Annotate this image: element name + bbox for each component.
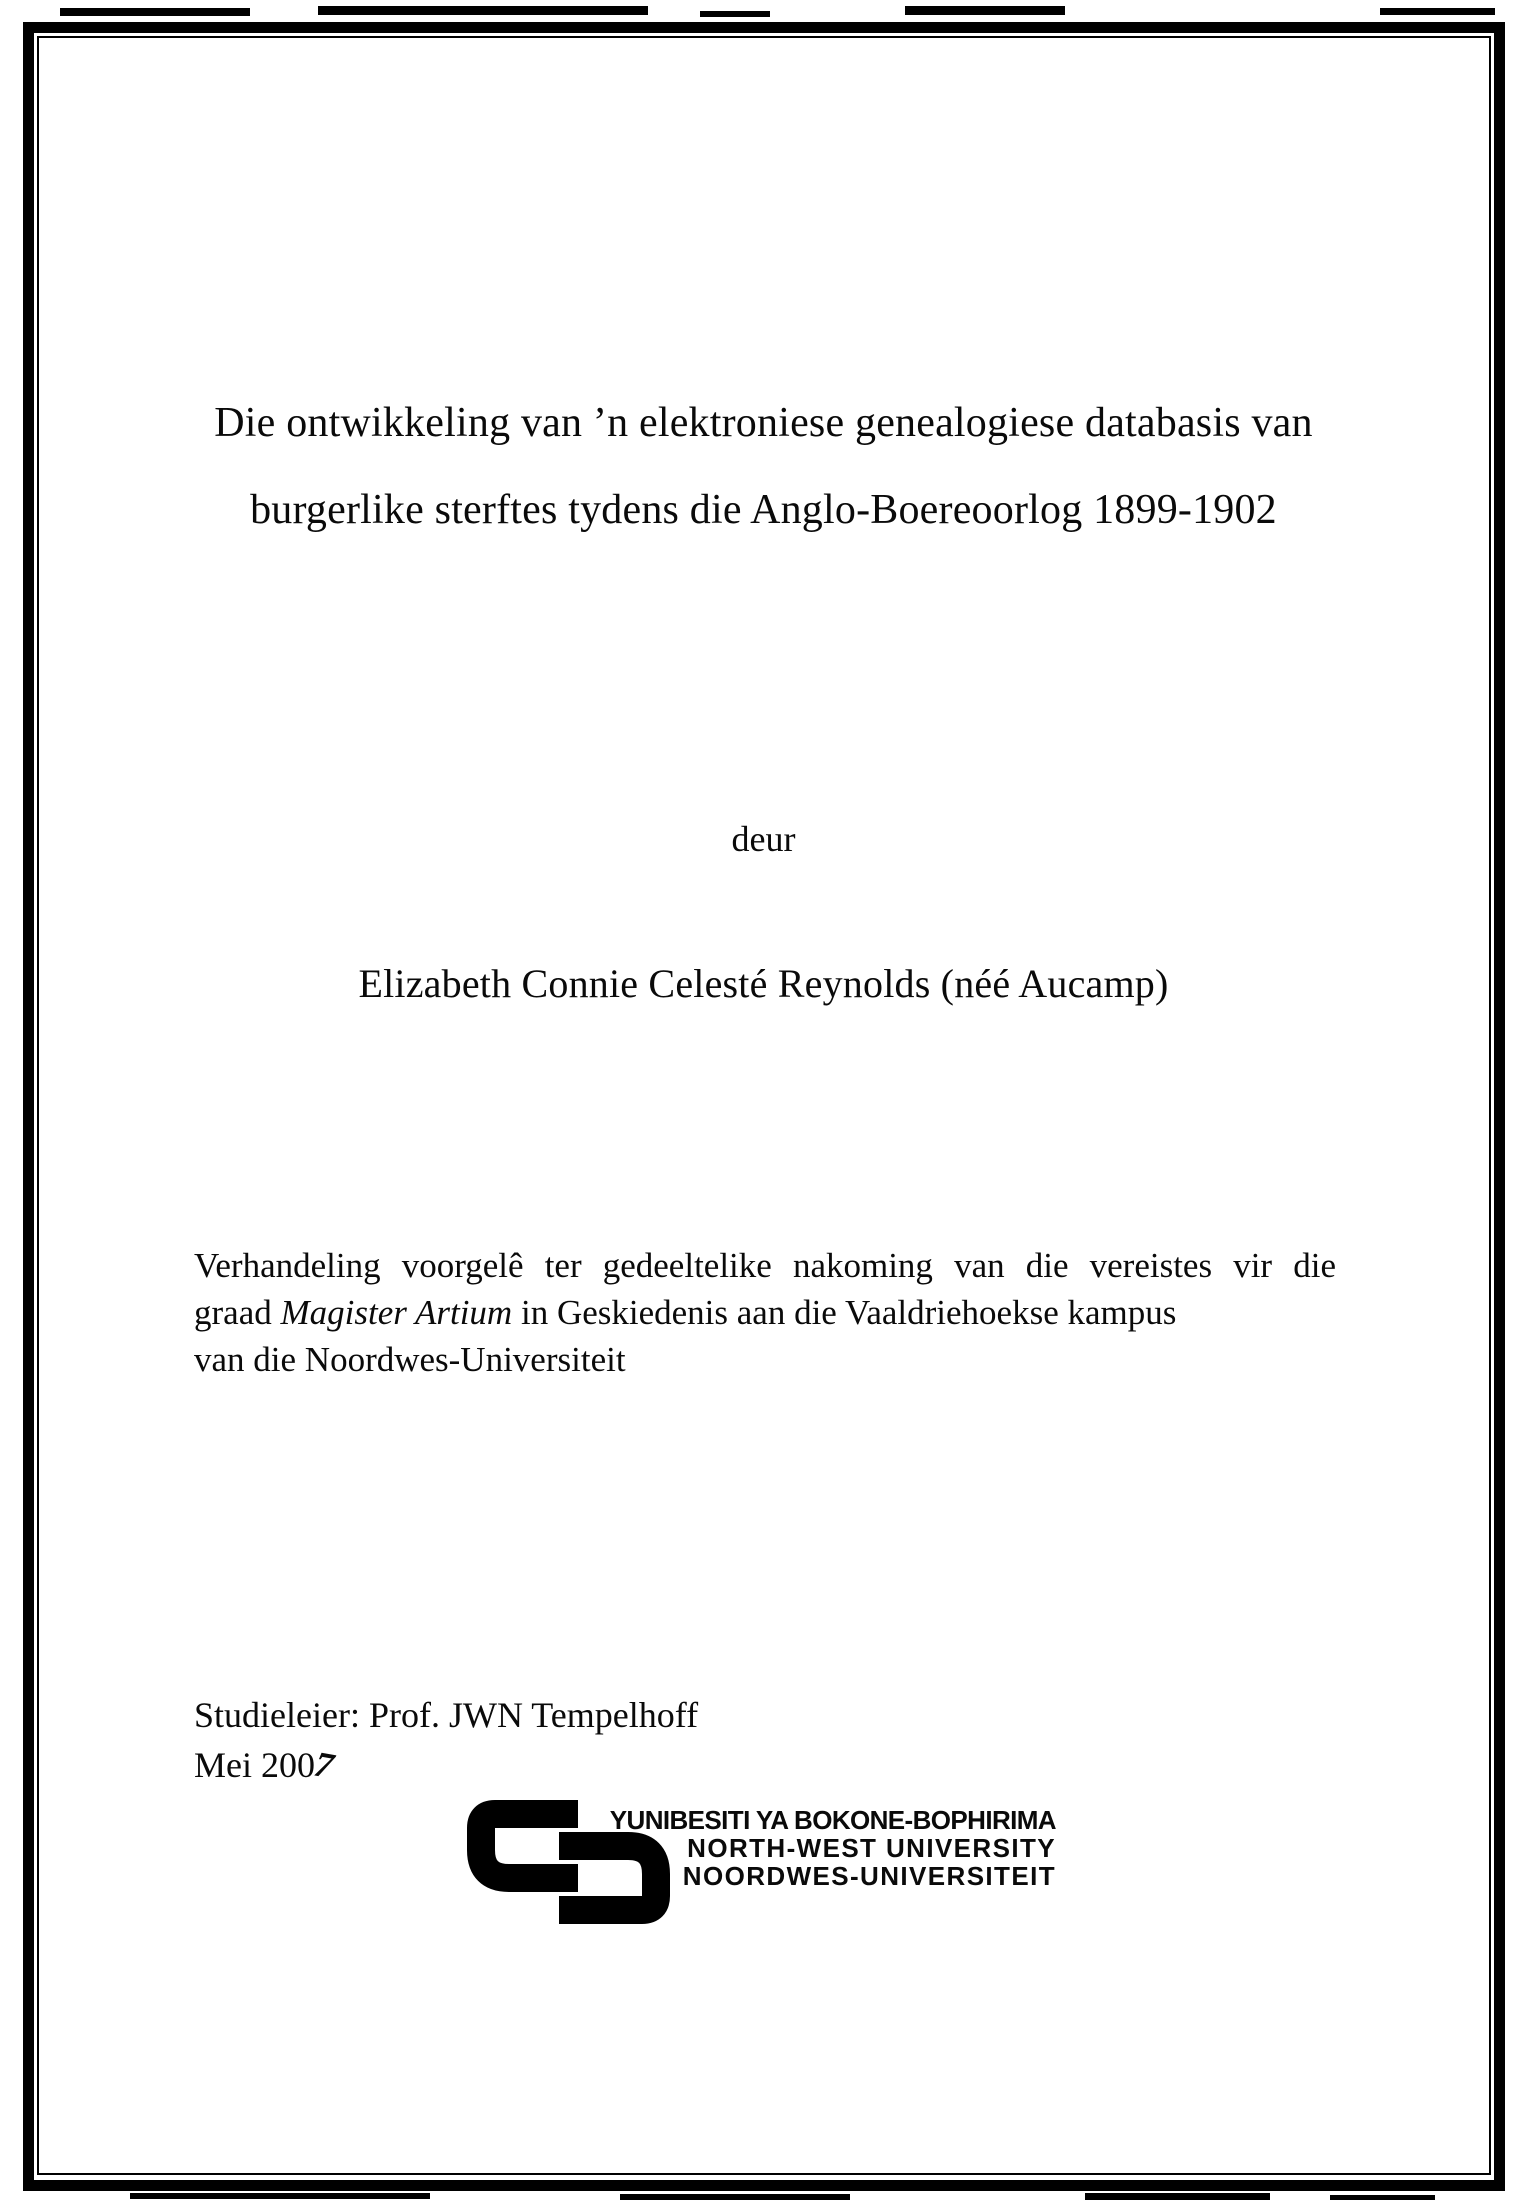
scan-artifact: [905, 6, 1065, 15]
thesis-title-line1: Die ontwikkeling van ’n elektroniese genealogiese databasis van: [214, 400, 1313, 446]
scan-artifact: [1330, 2195, 1435, 2200]
supervisor-line: Studieleier: Prof. JWN Tempelhoff: [194, 1695, 699, 1735]
thesis-title-line2: burgerlike sterftes tydens die Anglo-Boereoorlog 1899-1902: [250, 487, 1277, 533]
logo-text-english: NORTH-WEST UNIVERSITY: [687, 1833, 1056, 1863]
scan-artifact: [60, 8, 250, 16]
scan-artifact: [1085, 2193, 1270, 2200]
scan-artifact: [318, 6, 648, 15]
degree-statement-line2: [194, 1289, 1336, 1336]
logo-text-setswana: YUNIBESITI YA BOKONE-BOPHIRIMA: [609, 1805, 1056, 1835]
degree-statement-line1: Verhandeling voorgelê ter gedeeltelike nakoming van die vereistes vir die: [194, 1246, 1336, 1285]
date-last-digit: 7: [307, 1744, 341, 1786]
date-prefix: Mei 200: [194, 1745, 315, 1785]
scan-artifact: [700, 11, 770, 17]
logo-text-afrikaans: NOORDWES-UNIVERSITEIT: [682, 1861, 1056, 1891]
scan-artifact: [620, 2194, 850, 2200]
date-line: [194, 1744, 341, 1786]
scan-artifact: [1380, 8, 1495, 15]
degree-statement-line2-pre: graad: [194, 1293, 281, 1332]
thesis-title: [0, 380, 1527, 554]
degree-statement-line2-post: in Geskiedenis aan die Vaaldriehoekse kampus: [512, 1293, 1177, 1332]
scan-artifact: [130, 2193, 430, 2199]
degree-statement: [194, 1242, 1336, 1383]
byline-label: deur: [731, 819, 796, 859]
university-logo-text: [592, 1806, 1056, 1890]
degree-name-italic: Magister Artium: [280, 1293, 513, 1332]
university-logo: [467, 1800, 1087, 1930]
degree-statement-line3: van die Noordwes-Universiteit: [194, 1340, 626, 1379]
author-name: Elizabeth Connie Celesté Reynolds (néé Aucamp): [358, 961, 1169, 1006]
